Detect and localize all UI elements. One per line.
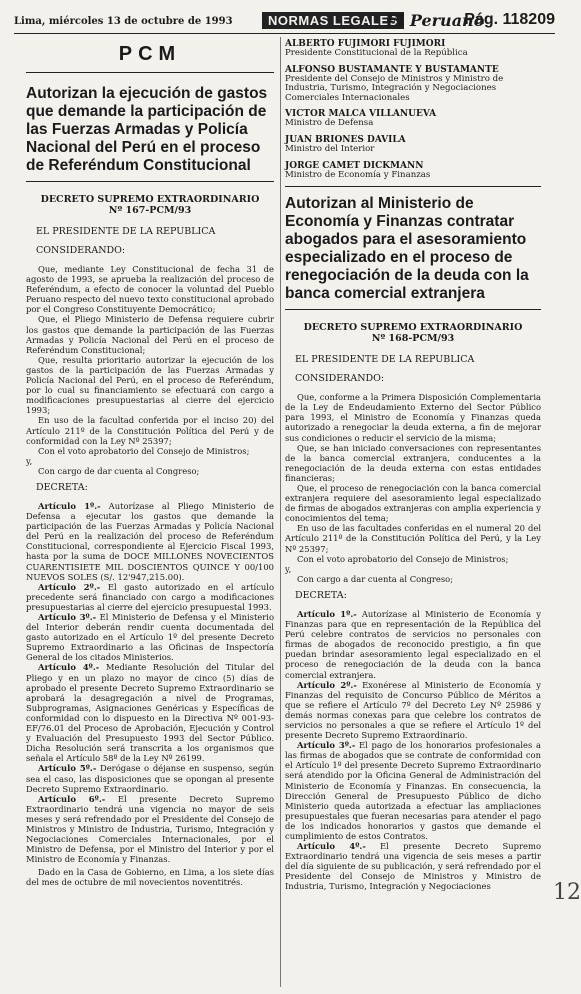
- signature-block: ALBERTO FUJIMORI FUJIMORI Presidente Constitucional de la República: [285, 39, 468, 58]
- paragraph: Que, el Pliego Ministerio de Defensa requiere cubrir los gastos que demande la participación de las Fuerzas Armadas y Policía Nacional del Perú en el proceso de Referéndum Constitucional;: [26, 314, 274, 355]
- decree-number: DECRETO SUPREMO EXTRAORDINARIO Nº 168-PCM/93: [303, 322, 523, 345]
- paragraph: Con cargo de dar cuenta al Congreso;: [38, 465, 200, 476]
- article: Artículo 3º.- El pago de los honorarios profesionales a las firmas de abogados que se contrate de conformidad con el Artículo 1º del presente Decreto Supremo Extraordinario será atendido por la Oficina General de Administración del Ministerio de Economía y Finanzas. En consecuencia, la Dirección General de Presupuesto Público de dicho Ministerio queda autorizada a efectuar las ampliaciones presupuestales que fueran necesarias para atender el pago de los indicados honorarios y gastos que demande el cumplimiento de estos Contratos.: [285, 740, 541, 841]
- paragraph: y,: [26, 455, 33, 466]
- closing-paragraph: Dado en la Casa de Gobierno, en Lima, a los siete días del mes de octubre de mil novecientos noventitrés.: [26, 867, 274, 888]
- signature-block: ALFONSO BUSTAMANTE Y BUSTAMANTE Presidente del Consejo de Ministros y Ministro de Industria, Turismo, Integración y Negociaciones Comerciales Internacionales: [285, 64, 504, 103]
- paragraph: Que, el proceso de renegociación con la banca comercial extranjera requiere del asesoramiento legal especializado de firmas de abogados extranjeras con amplia experiencia y conocimientos del tema;: [285, 483, 541, 524]
- decreta-label: DECRETA:: [36, 481, 88, 493]
- paragraph: En uso de las facultades conferidas en el numeral 20 del Artículo 211º de la Constitución Política del Perú, y la Ley Nº 25397;: [285, 523, 541, 554]
- section-badge: NORMAS LEGALES: [262, 12, 404, 29]
- signature-block: JORGE CAMET DICKMANN Ministro de Economía y Finanzas: [285, 160, 431, 180]
- publication-date: Lima, miércoles 13 de octubre de 1993: [14, 16, 233, 27]
- paragraph: En uso de la facultad conferida por el inciso 20) del Artículo 211º de la Constitución Política del Perú y de conformidad con la Ley Nº 25397;: [26, 415, 274, 446]
- page-number: Pág. 118209: [464, 11, 555, 28]
- decree-number: DECRETO SUPREMO EXTRAORDINARIO Nº 167-PCM/93: [40, 194, 260, 216]
- paragraph: Con el voto aprobatorio del Consejo de Ministros;: [297, 553, 509, 564]
- president-line: EL PRESIDENTE DE LA REPUBLICA: [36, 226, 216, 237]
- paragraph: Que, resulta prioritario autorizar la ejecución de los gastos de la participación de las Fuerzas Armadas y Policía Nacional del Perú, en el proceso de Referéndum, por lo cual su financiamiento se efectuará con cargo a modificaciones presupuestarias al cierre del ejercicio 1993;: [26, 354, 274, 416]
- section-title: PCM: [26, 39, 274, 73]
- article: Artículo 4º.- Mediante Resolución del Titular del Pliego y en un plazo no mayor de cinco (5) días de aprobado el presente Decreto Supremo Extraordinario se aprobará la desagregación a nivel de Programas, Subprogramas, Asignaciones Genéricas y Específicas de conformidad con lo dispuesto en la Directiva Nº 001-93-EF/76.01 del Proceso de Aprobación, Ejecución y Control y Evaluación del Presupuesto 1993 del Sector Público. Dicha Resolución será transcrita a los organismos que señala el Artículo 58º de la Ley Nº 26199.: [26, 662, 274, 764]
- paragraph: Que, mediante Ley Constitucional de fecha 31 de agosto de 1993, se aprueba la realización del proceso de Referéndum, a efecto de conocer la voluntad del Pueblo Peruano respecto del nuevo texto constitucional aprobado por el Congreso Constituyente Democrático;: [26, 264, 274, 315]
- decree-heading: Autorizan al Ministerio de Economía y Finanzas contratar abogados para el asesoramiento especializado en el proceso de renegociación de la deuda con la banca comercial extranjera: [285, 186, 541, 310]
- paragraph: Con cargo a dar cuenta al Congreso;: [297, 573, 454, 584]
- decree-heading: Autorizan la ejecución de gastos que demande la participación de las Fuerzas Armadas y Policía Nacional del Perú en el proceso de Referéndum Constitucional: [26, 79, 274, 182]
- left-column: [26, 39, 274, 888]
- paragraph: Que, se han iniciado conversaciones con representantes de la banca comercial extranjera, conducentes a la renegociación de la deuda externa con estas entidades financieras;: [285, 442, 541, 483]
- page-header: [14, 11, 555, 34]
- paragraph: y,: [285, 563, 292, 574]
- president-line: EL PRESIDENTE DE LA REPUBLICA: [295, 354, 475, 366]
- considering-label: CONSIDERANDO:: [36, 245, 126, 256]
- considering-label: CONSIDERANDO:: [295, 373, 385, 385]
- signature-block: VICTOR MALCA VILLANUEVA Ministro de Defensa: [285, 109, 437, 129]
- article: Artículo 6º.- El presente Decreto Supremo Extraordinario tendrá una vigencia no mayor de seis meses y será refrendado por el Presidente del Consejo de Ministros y Ministro de Industria, Turismo, Integración y Negociaciones Comerciales Internacionales, por el Ministro de Defensa, por el Ministro del Interior y por el Ministro de Economía y Finanzas.: [26, 793, 274, 865]
- right-column: [285, 39, 541, 892]
- article: Artículo 4º.- El presente Decreto Supremo Extraordinario tendrá una vigencia de seis meses a partir del día siguiente de su publicación, y será refrendado por el Presidente del Consejo de Ministros y Ministro de Industria, Turismo, Integración y Negociaciones: [285, 841, 541, 892]
- article: Artículo 3º.- El Ministerio de Defensa y el Ministerio del Interior deberán rendir cuenta documentada del gasto autorizado en el Artículo 1º del presente Decreto Supremo Extraordinario a las Oficinas de Inspectoría General de los citados Ministerios.: [26, 612, 274, 663]
- paragraph: Que, conforme a la Primera Disposición Complementaria de la Ley de Endeudamiento Externo del Sector Público para 1993, el Ministro de Economía y Finanzas queda autorizado a renegociar la deuda externa, a fin de mejorar sus condiciones o reducir el servicio de la misma;: [285, 392, 541, 443]
- article: Artículo 5º.- Derógase o déjanse en suspenso, según sea el caso, las disposiciones que se opongan al presente Decreto Supremo Extraordinario.: [26, 763, 274, 794]
- article: Artículo 1º.- Autorízase al Ministerio de Economía y Finanzas para que en representación de la República del Perú celebre contratos de servicios no personales con firmas de abogados de reconocido prestigio, a fin que puedan brindar asesoramiento legal especializado en el proceso de renegociación de la deuda con la banca comercial extranjera.: [285, 608, 541, 680]
- paragraph: Con el voto aprobatorio del Consejo de Ministros;: [38, 445, 250, 456]
- article: Artículo 2º.- El gasto autorizado en el artículo precedente será financiado con cargo a modificaciones presupuestarias al cierre del ejercicio presupuestal 1993.: [26, 581, 274, 612]
- article: Artículo 2º.- Exonérese al Ministerio de Economía y Finanzas del requisito de Concurso Público de Méritos a que se refiere el Artículo 7º del Decreto Ley Nº 25986 y demás normas conexas para que celebre los contratos de servicios no personales a que se refiere el Artículo 1º del presente Decreto Supremo Extraordinario.: [285, 679, 541, 741]
- column-divider: [280, 37, 281, 987]
- signature-block: JUAN BRIONES DAVILA Ministro del Interior: [285, 134, 406, 154]
- article: Artículo 1º.- Autorízase al Pliego Ministerio de Defensa a ejecutar los gastos que demande la participación de las Fuerzas Armadas y Policía Nacional del Perú en la realización del proceso de Referéndum Constitucional, correspondiente al Ejercicio Fiscal 1993, hasta por la suma de DOCE MILLONES NOVECIENTOS CUARENTISIETE MIL DOSCIENTOS QUINCE Y 00/100 NUEVOS SOLES (S/. 12'947,215.00).: [26, 500, 275, 582]
- handwritten-margin-note: 12: [553, 880, 581, 905]
- newspaper-name: El Peruano: [386, 11, 485, 30]
- decreta-label: DECRETA:: [295, 589, 347, 601]
